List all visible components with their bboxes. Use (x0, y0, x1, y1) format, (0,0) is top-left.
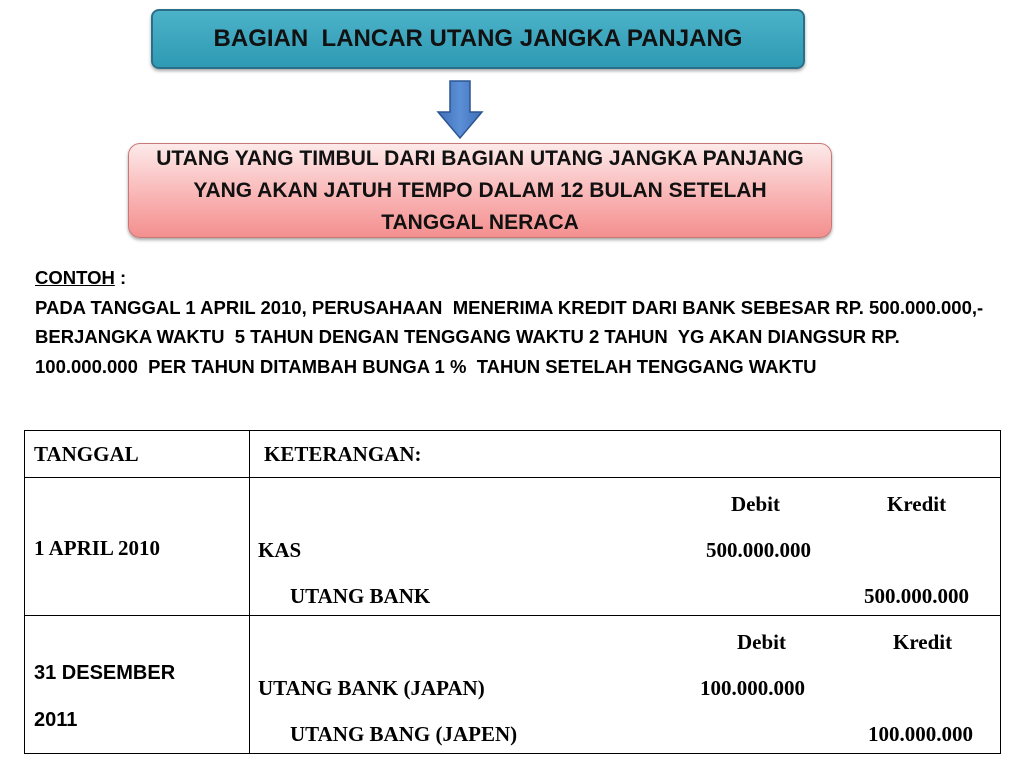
entry-detail-cell (250, 616, 1001, 754)
credit-label: Kredit (887, 492, 947, 516)
down-arrow-icon (436, 80, 484, 140)
title-text: BAGIAN LANCAR UTANG JANGKA PANJANG (213, 25, 743, 52)
entry-date: 1 APRIL 2010 (34, 536, 161, 560)
entry-detail-cell (250, 478, 1001, 616)
definition-text: UTANG YANG TIMBUL DARI BAGIAN UTANG JANGKA PANJANG YANG AKAN JATUH TEMPO DALAM 12 BULAN SETELAH TANGGAL NERACA (156, 146, 804, 234)
date-column-header: TANGGAL (25, 431, 250, 478)
example-label: CONTOH (35, 267, 115, 288)
definition-box (128, 143, 832, 238)
debit-amount: 100.000.000 (700, 676, 805, 700)
title-banner (151, 9, 805, 69)
entry-date-cell (25, 616, 250, 754)
journal-entry-row (25, 478, 1001, 616)
example-section (35, 263, 1005, 381)
credit-account: UTANG BANK (290, 584, 431, 608)
table-header-row (25, 431, 1001, 478)
debit-amount: 500.000.000 (706, 538, 811, 562)
entry-date-line2: 2011 (34, 709, 78, 731)
debit-account: UTANG BANK (JAPAN) (258, 676, 485, 700)
credit-amount: 500.000.000 (864, 584, 969, 608)
description-column-header: KETERANGAN: (250, 431, 1001, 478)
debit-account: KAS (258, 538, 302, 562)
credit-label: Kredit (893, 630, 953, 654)
example-body: PADA TANGGAL 1 APRIL 2010, PERUSAHAAN MENERIMA KREDIT DARI BANK SEBESAR RP. 500.000.000,- BERJANGKA WAKTU 5 TAHUN DENGAN TENGGANG WAKTU 2 TAHUN YG AKAN DIANGSUR RP. 100.000.000 PER TAHUN DITAMBAH BUNGA 1 % TAHUN SETELAH TENGGANG WAKTU (35, 296, 994, 377)
entry-date-cell (25, 478, 250, 616)
debit-label: Debit (731, 492, 780, 516)
entry-date-line1: 31 DESEMBER (34, 662, 176, 684)
journal-entry-row (25, 616, 1001, 754)
example-colon: : (114, 267, 127, 288)
example-heading (35, 263, 1005, 293)
credit-amount: 100.000.000 (868, 722, 973, 746)
debit-label: Debit (737, 630, 786, 654)
journal-table (24, 430, 1001, 754)
credit-account: UTANG BANG (JAPEN) (290, 722, 518, 746)
